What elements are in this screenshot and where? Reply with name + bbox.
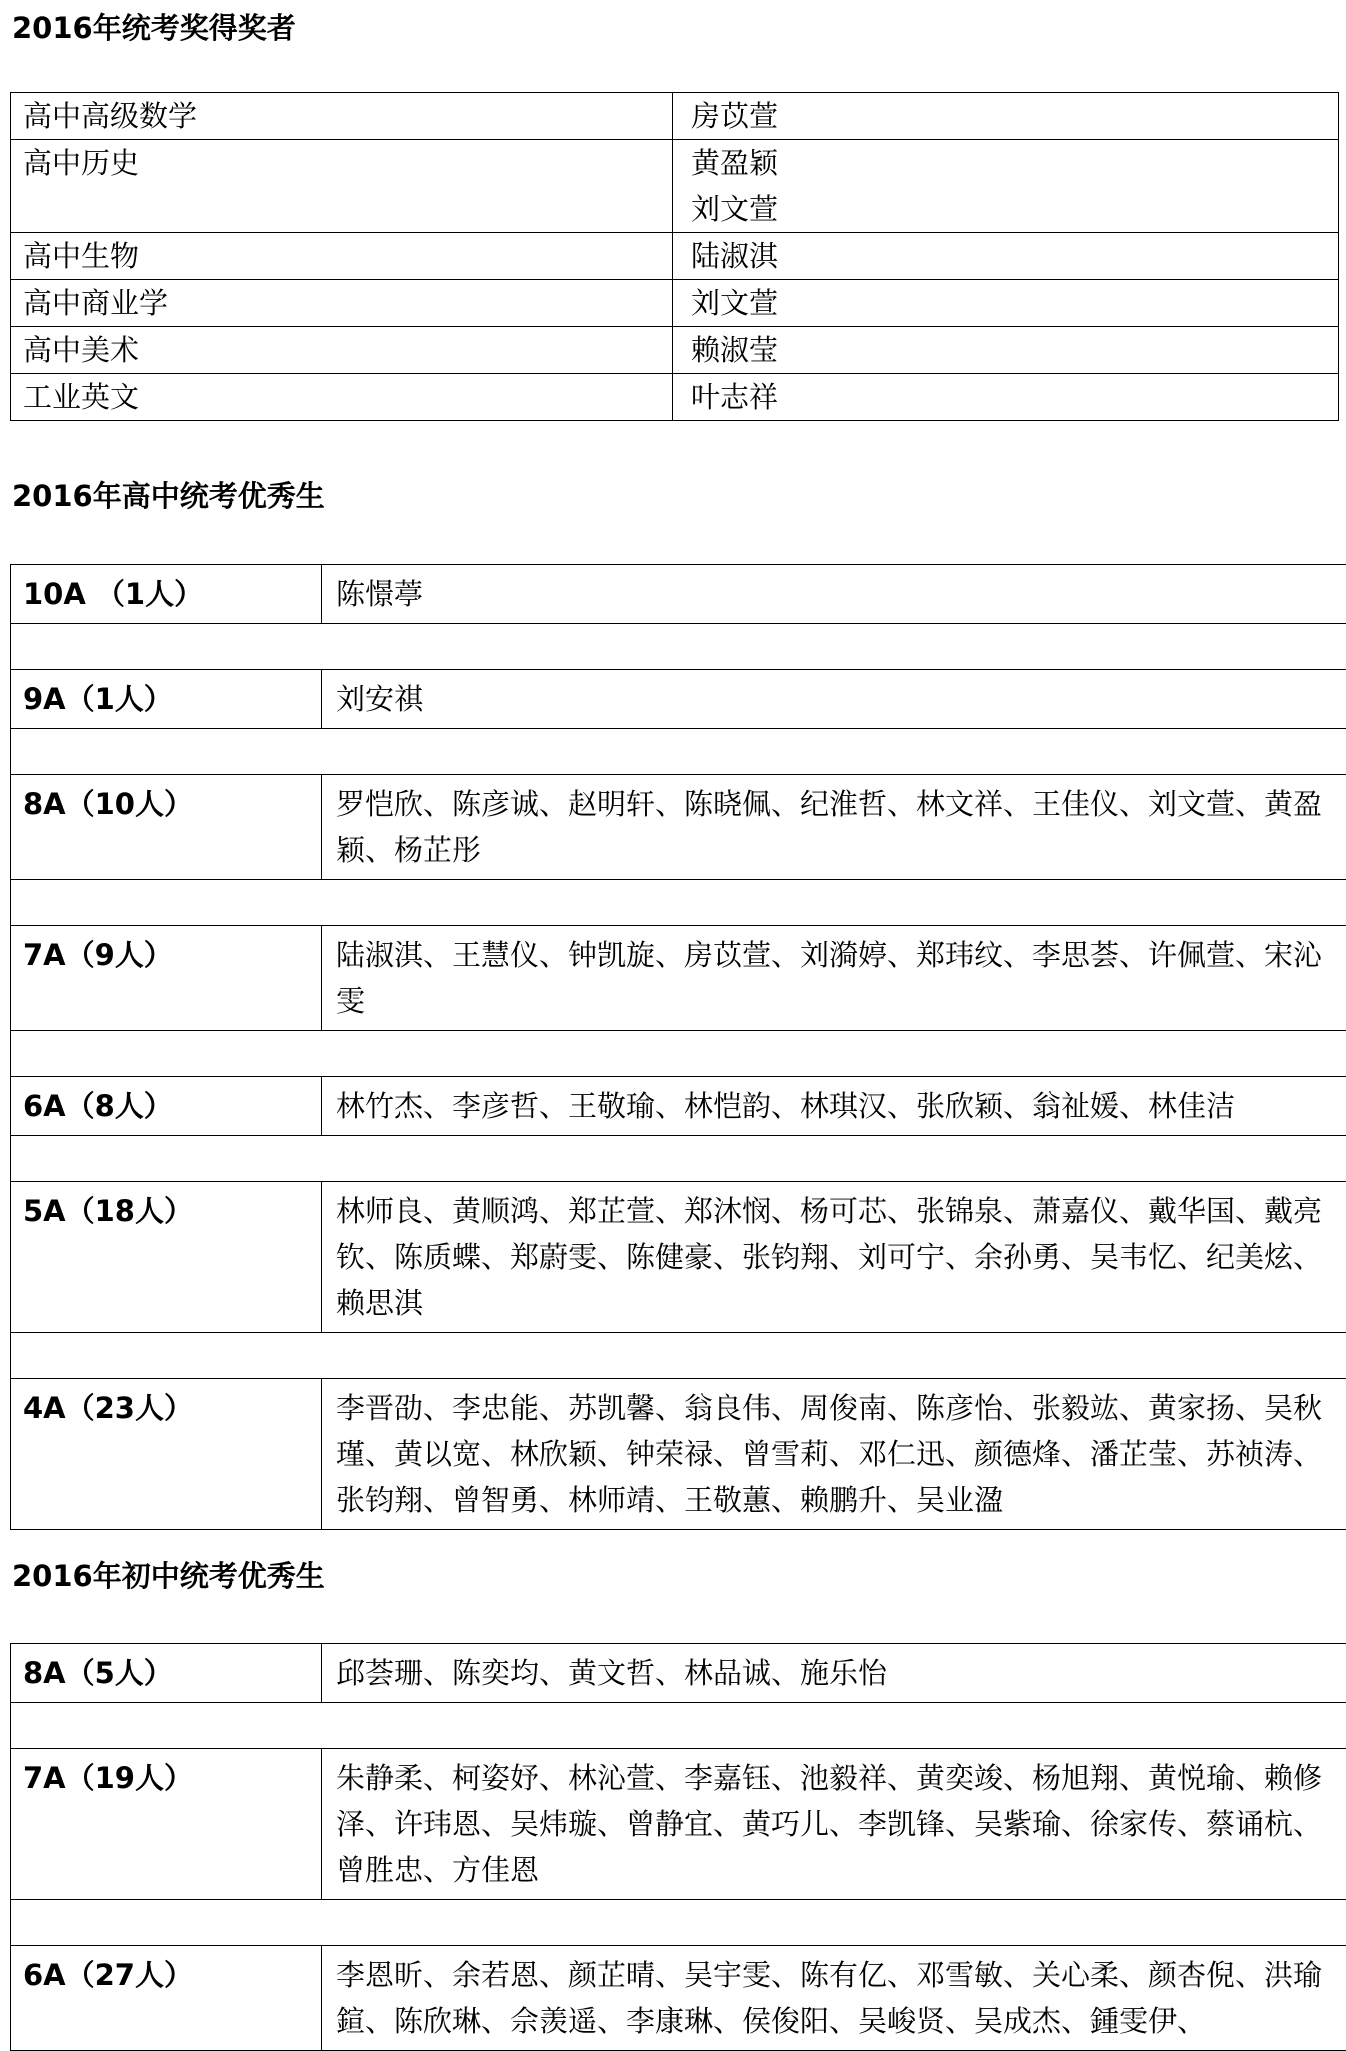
table-row xyxy=(11,1946,1346,2051)
student-names: 林竹杰、李彦哲、王敬瑜、林恺韵、林琪汉、张欣颖、翁祉媛、林佳洁 xyxy=(322,1077,1346,1136)
winner-cell xyxy=(673,140,1339,233)
spacer-cell xyxy=(11,880,1346,926)
student-names: 林师良、黄顺鸿、郑芷萱、郑沐悯、杨可芯、张锦泉、萧嘉仪、戴华国、戴亮钦、陈质蝶、郑蔚雯、陈健豪、张钧翔、刘可宁、余孙勇、吴韦忆、纪美炫、赖思淇 xyxy=(322,1182,1346,1333)
winner-name: 刘文萱 xyxy=(691,280,1338,326)
winner-name: 赖淑莹 xyxy=(691,327,1338,373)
winner-name: 刘文萱 xyxy=(691,186,1338,232)
spacer-cell xyxy=(11,1900,1346,1946)
grade-cell: 8A（5人） xyxy=(11,1644,322,1703)
winner-name: 黄盈颖 xyxy=(691,140,1338,186)
table-row xyxy=(11,280,1339,327)
subject-cell: 高中美术 xyxy=(11,327,673,374)
spacer-cell xyxy=(11,1136,1346,1182)
table-row xyxy=(11,374,1339,421)
student-names: 罗恺欣、陈彦诚、赵明轩、陈晓佩、纪淮哲、林文祥、王佳仪、刘文萱、黄盈颖、杨芷彤 xyxy=(322,775,1346,880)
table-row xyxy=(11,93,1339,140)
grade-cell: 6A（8人） xyxy=(11,1077,322,1136)
winner-cell xyxy=(673,327,1339,374)
grade-cell: 10A （1人） xyxy=(11,565,322,624)
winner-cell xyxy=(673,374,1339,421)
spacer-row xyxy=(11,1136,1346,1182)
grade-cell: 7A（19人） xyxy=(11,1749,322,1900)
spacer-row xyxy=(11,880,1346,926)
subject-cell: 工业英文 xyxy=(11,374,673,421)
table-row xyxy=(11,1379,1346,1530)
table-row xyxy=(11,140,1339,233)
table-row xyxy=(11,926,1346,1031)
table-row xyxy=(11,565,1346,624)
spacer-cell xyxy=(11,729,1346,775)
spacer-row xyxy=(11,1900,1346,1946)
winner-name: 叶志祥 xyxy=(691,374,1338,420)
spacer-row xyxy=(11,1333,1346,1379)
subject-cell: 高中商业学 xyxy=(11,280,673,327)
student-names: 邱荟珊、陈奕均、黄文哲、林品诚、施乐怡 xyxy=(322,1644,1346,1703)
grade-cell: 6A（27人） xyxy=(11,1946,322,2051)
grade-cell: 5A（18人） xyxy=(11,1182,322,1333)
table-row xyxy=(11,775,1346,880)
spacer-row xyxy=(11,1703,1346,1749)
student-names: 李晋劭、李忠能、苏凯馨、翁良伟、周俊南、陈彦怡、张毅竑、黄家扬、吴秋瑾、黄以宽、林欣颖、钟荣禄、曾雪莉、邓仁迅、颜德烽、潘芷莹、苏祯涛、张钧翔、曾智勇、林师靖、王敬蕙、赖鹏升、吴业溋 xyxy=(322,1379,1346,1530)
spacer-row xyxy=(11,729,1346,775)
student-names: 陈憬葶 xyxy=(322,565,1346,624)
subject-cell: 高中生物 xyxy=(11,233,673,280)
junior-table xyxy=(10,1643,1346,2051)
winner-cell xyxy=(673,280,1339,327)
junior-title: 2016年初中统考优秀生 xyxy=(12,1558,325,1594)
table-row xyxy=(11,233,1339,280)
table-row xyxy=(11,1182,1346,1333)
spacer-row xyxy=(11,1031,1346,1077)
grade-cell: 9A（1人） xyxy=(11,670,322,729)
student-names: 刘安祺 xyxy=(322,670,1346,729)
table-row xyxy=(11,1077,1346,1136)
awards-title: 2016年统考奖得奖者 xyxy=(12,10,296,46)
spacer-cell xyxy=(11,1333,1346,1379)
subject-cell: 高中高级数学 xyxy=(11,93,673,140)
student-names: 陆淑淇、王慧仪、钟凯旋、房苡萱、刘漪婷、郑玮纹、李思荟、许佩萱、宋沁雯 xyxy=(322,926,1346,1031)
winner-name: 陆淑淇 xyxy=(691,233,1338,279)
spacer-row xyxy=(11,624,1346,670)
table-row xyxy=(11,1749,1346,1900)
spacer-cell xyxy=(11,1703,1346,1749)
table-row xyxy=(11,670,1346,729)
winner-name: 房苡萱 xyxy=(691,93,1338,139)
table-row xyxy=(11,1644,1346,1703)
senior-title: 2016年高中统考优秀生 xyxy=(12,478,325,514)
grade-cell: 8A（10人） xyxy=(11,775,322,880)
spacer-cell xyxy=(11,624,1346,670)
grade-cell: 7A（9人） xyxy=(11,926,322,1031)
awards-table xyxy=(10,92,1339,421)
winner-cell xyxy=(673,93,1339,140)
subject-cell: 高中历史 xyxy=(11,140,673,233)
table-row xyxy=(11,327,1339,374)
spacer-cell xyxy=(11,1031,1346,1077)
winner-cell xyxy=(673,233,1339,280)
student-names: 李恩昕、余若恩、颜芷晴、吴宇雯、陈有亿、邓雪敏、关心柔、颜杏倪、洪瑜鍹、陈欣琳、佘羡遥、李康琳、侯俊阳、吴峻贤、吴成杰、鍾雯伊、 xyxy=(322,1946,1346,2051)
grade-cell: 4A（23人） xyxy=(11,1379,322,1530)
senior-table xyxy=(10,564,1346,1530)
student-names: 朱静柔、柯姿妤、林沁萱、李嘉钰、池毅祥、黄奕竣、杨旭翔、黄悦瑜、赖修泽、许玮恩、吴炜璇、曾静宜、黄巧儿、李凯锋、吴紫瑜、徐家传、蔡诵杭、曾胜忠、方佳恩 xyxy=(322,1749,1346,1900)
